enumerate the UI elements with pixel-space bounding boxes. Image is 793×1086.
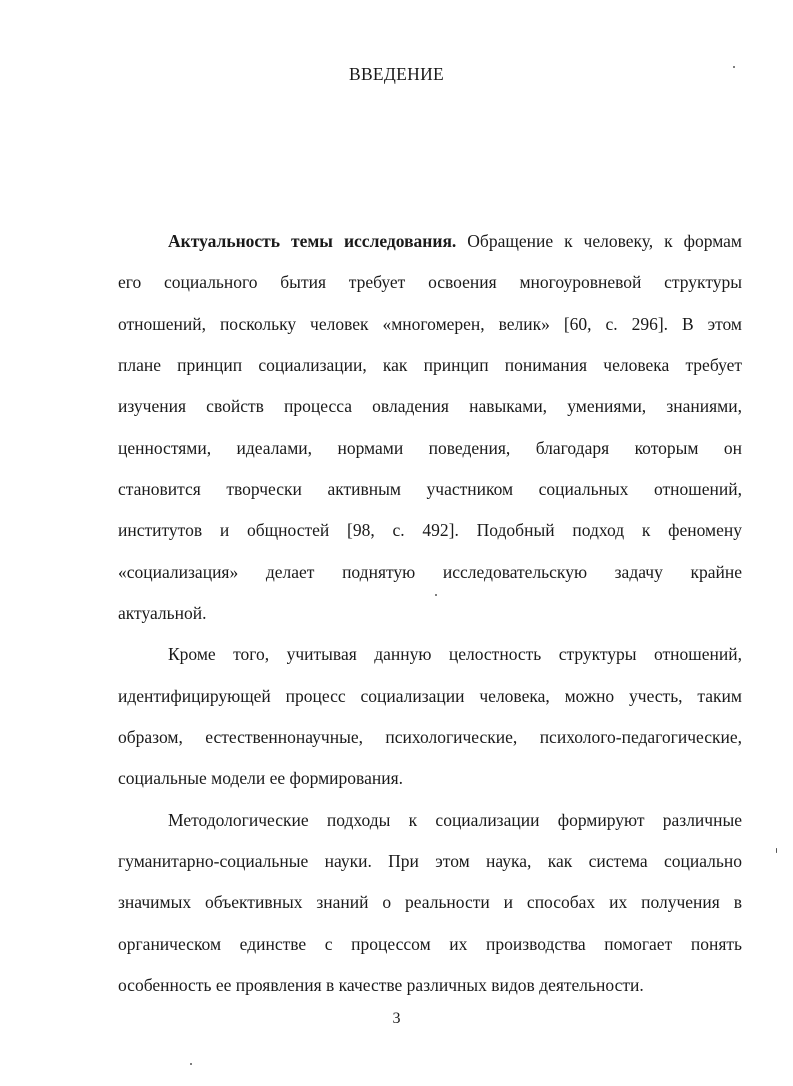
text-line: плане принцип социализации, как принцип понимания человека требует [118, 354, 742, 375]
section-title: ВВЕДЕНИЕ [348, 64, 445, 84]
text-line: идентифицирующей процесс социализации человека, можно учесть, таким [118, 685, 742, 706]
text-line: «социализация» делает поднятую исследовательскую задачу крайне [118, 561, 742, 582]
document-body [118, 221, 742, 1006]
scan-speck [435, 594, 437, 596]
paragraph-methodology [118, 800, 742, 1007]
scan-speck [776, 848, 777, 853]
scan-speck [733, 66, 735, 68]
text-line: Кроме того, учитывая данную целостность структуры отношений, [168, 644, 742, 665]
text-line: актуальной. [118, 602, 207, 623]
paragraph-relevance [118, 221, 742, 634]
text-line: органическом единстве с процессом их производства помогает понять [118, 933, 742, 954]
text-line: ценностями, идеалами, нормами поведения, благодаря которым он [118, 437, 742, 458]
text-line: его социального бытия требует освоения многоуровневой структуры [118, 272, 742, 293]
text-line: особенность ее проявления в качестве различных видов деятельности. [118, 974, 644, 995]
text-line: изучения свойств процесса овладения навыками, умениями, знаниями, [118, 396, 742, 417]
page-number: 3 [392, 1010, 401, 1027]
text-fragment: Обращение к человеку, к формам [456, 231, 742, 251]
text-line: институтов и общностей [98, с. 492]. Подобный подход к феномену [118, 520, 742, 541]
bold-lead-heading: Актуальность темы исследования. [168, 231, 457, 251]
text-line [118, 221, 742, 262]
paragraph-integrity [118, 634, 742, 799]
text-line: гуманитарно-социальные науки. При этом наука, как система социально [118, 850, 742, 871]
text-line: значимых объективных знаний о реальности и способах их получения в [118, 892, 742, 913]
text-line: образом, естественнонаучные, психологические, психолого-педагогические, [118, 726, 742, 747]
scan-speck [190, 1063, 192, 1065]
text-line: отношений, поскольку человек «многомерен, велик» [60, с. 296]. В этом [118, 313, 742, 334]
text-line: социальные модели ее формирования. [118, 768, 403, 789]
text-line: становится творчески активным участником социальных отношений, [118, 478, 742, 499]
text-line: Методологические подходы к социализации формируют различные [168, 809, 742, 830]
